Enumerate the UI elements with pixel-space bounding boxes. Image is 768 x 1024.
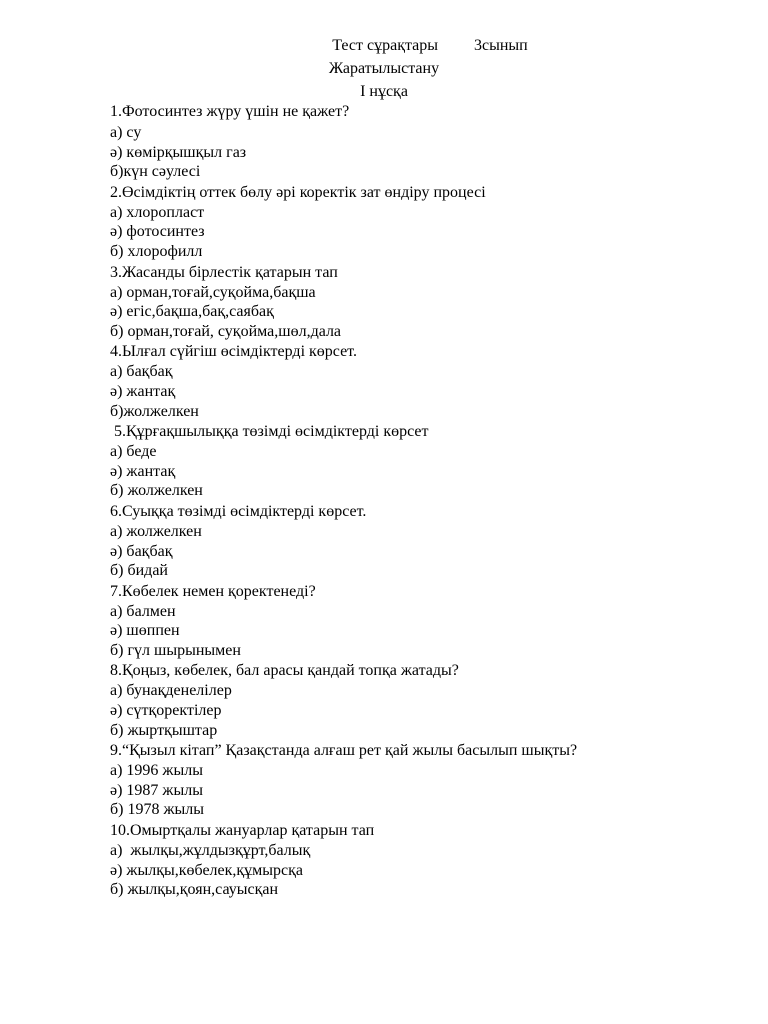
answer-option-a: а) балмен: [110, 602, 176, 620]
question-list: [110, 101, 750, 900]
answer-option-ae: ә) жантақ: [110, 462, 176, 480]
document-header: [0, 34, 768, 103]
question-block-9: [110, 740, 750, 820]
answer-option-a: а) бақбақ: [110, 363, 173, 381]
question-block-3: [110, 262, 750, 342]
answer-option-b: б) жолжелкен: [110, 482, 203, 500]
answer-option-ae: ә) сүтқоректілер: [110, 702, 222, 720]
answer-option-b: б) жыртқыштар: [110, 721, 218, 739]
question-block-5: [110, 421, 750, 501]
subject-title: Жаратылыстану: [328, 60, 440, 77]
answer-option-b: б) орман,тоғай, суқойма,шөл,дала: [110, 322, 342, 340]
question-block-2: [110, 182, 750, 262]
answer-option-ae: ә) фотосинтез: [110, 223, 205, 241]
answer-option-b: б) бидай: [110, 562, 168, 580]
question-block-1: [110, 101, 750, 182]
question-text: 5.Құрғақшылыққа төзімді өсімдіктерді көрсет: [110, 423, 429, 441]
question-block-8: [110, 660, 750, 740]
question-text: 8.Қоңыз, көбелек, бал арасы қандай топқа жатады?: [110, 662, 459, 680]
answer-option-a: а) су: [110, 124, 142, 141]
answer-option-a: а) беде: [110, 443, 157, 461]
answer-option-a: а) 1996 жылы: [110, 762, 203, 780]
question-text: 2.Өсімдіктің оттек бөлу әрі коректік зат өндіру процесі: [110, 183, 486, 201]
question-text: 7.Көбелек немен қоректенеді?: [110, 582, 316, 600]
question-text: 4.Ылғал сүйгіш өсімдіктерді көрсет.: [110, 343, 357, 361]
answer-option-ae: ә) егіс,бақша,бақ,саябақ: [110, 303, 274, 321]
answer-option-b: б)жолжелкен: [110, 402, 199, 420]
answer-option-ae: ә) 1987 жылы: [110, 781, 203, 799]
question-block-4: [110, 341, 750, 421]
question-block-6: [110, 501, 750, 581]
question-text: 3.Жасанды бірлестік қатарын тап: [110, 263, 338, 281]
answer-option-b: б) жылқы,қоян,сауысқан: [110, 881, 279, 899]
question-text: 6.Суыққа төзімді өсімдіктерді көрсет.: [110, 502, 367, 520]
answer-option-b: б)күн сәулесі: [110, 163, 201, 181]
title-row: [46, 34, 768, 57]
answer-option-ae: ә) бақбақ: [110, 542, 173, 560]
answer-option-a: а) орман,тоғай,суқойма,бақша: [110, 283, 316, 301]
answer-option-b: б) гүл шырынымен: [110, 641, 241, 659]
answer-option-ae: ә) жылқы,көбелек,құмырсқа: [110, 861, 304, 879]
question-block-10: [110, 820, 750, 900]
answer-option-a: а) жылқы,жұлдызқұрт,балық: [110, 842, 311, 860]
answer-option-a: а) хлоропласт: [110, 203, 205, 221]
question-text: 1.Фотосинтез жүру үшін не қажет?: [110, 103, 350, 120]
answer-option-ae: ә) шөппен: [110, 622, 180, 640]
question-block-7: [110, 581, 750, 661]
answer-option-b: б) 1978 жылы: [110, 801, 205, 819]
variant-label: І нұсқа: [360, 83, 408, 100]
answer-option-ae: ә) көмірқышқыл газ: [110, 143, 247, 161]
question-text: 9.“Қызыл кітап” Қазақстанда алғаш рет қай жылы басылып шықты?: [110, 742, 578, 760]
answer-option-ae: ә) жантақ: [110, 382, 176, 400]
grade-label: 3сынып: [474, 37, 528, 54]
test-title: Тест сұрақтары: [332, 37, 439, 54]
answer-option-a: а) бунақденелілер: [110, 682, 232, 700]
question-text: 10.Омыртқалы жануарлар қатарын тап: [110, 822, 375, 840]
answer-option-a: а) жолжелкен: [110, 522, 202, 540]
answer-option-b: б) хлорофилл: [110, 242, 203, 260]
